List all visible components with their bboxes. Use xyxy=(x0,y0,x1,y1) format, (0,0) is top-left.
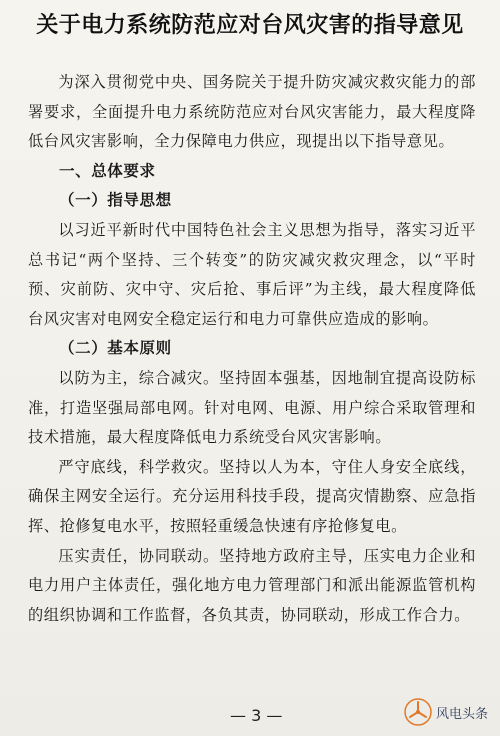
subsection-heading-basic-principles: （二）基本原则 xyxy=(59,339,172,358)
principle-prevention-paragraph: 以防为主，综合减灾。坚持固本强基，因地制宜提高设防标准，打造坚强局部电网。针对电网、电源、用户综合采取管理和技术措施，最大程度降低电力系统受台风灾害影响。 xyxy=(28,368,476,447)
principle-bottom-line-paragraph: 严守底线，科学救灾。坚持以人为本，守住人身安全底线，确保主网安全运行。充分运用科技手段，提高灾情勘察、应急指挥、抢修复电水平，按照轻重缓急快速有序抢修复电。 xyxy=(28,457,476,535)
page-footer xyxy=(0,706,500,736)
document-body xyxy=(28,68,476,630)
subsection-heading-guiding-ideology: （一）指导思想 xyxy=(59,191,172,210)
wind-turbine-icon xyxy=(404,698,432,726)
guiding-ideology-paragraph: 以习近平新时代中国特色社会主义思想为指导，落实习近平总书记“两个坚持、三个转变”的防灾减灾救灾理念，以“平时预、灾前防、灾中守、灾后抢、事后评”为主线，最大程度降低台风灾害对电网安全稳定运行和电力可靠供应造成的影响。 xyxy=(28,220,476,328)
intro-paragraph: 为深入贯彻党中央、国务院关于提升防灾减灾救灾能力的部署要求，全面提升电力系统防范应对台风灾害能力，最大程度降低台风灾害影响，全力保障电力供应，现提出以下指导意见。 xyxy=(28,73,476,151)
page-number: — 3 — xyxy=(230,706,283,725)
watermark-label: 风电头条 xyxy=(435,706,488,722)
document-title: 关于电力系统防范应对台风灾害的指导意见 xyxy=(36,13,464,38)
section-heading-general-requirements: 一、总体要求 xyxy=(59,161,156,180)
principle-responsibility-paragraph: 压实责任，协同联动。坚持地方政府主导，压实电力企业和电力用户主体责任，强化地方电力管理部门和派出能源监管机构的组织协调和工作监督，各负其责，协同联动，形成工作合力。 xyxy=(28,546,476,624)
watermark xyxy=(404,698,488,726)
